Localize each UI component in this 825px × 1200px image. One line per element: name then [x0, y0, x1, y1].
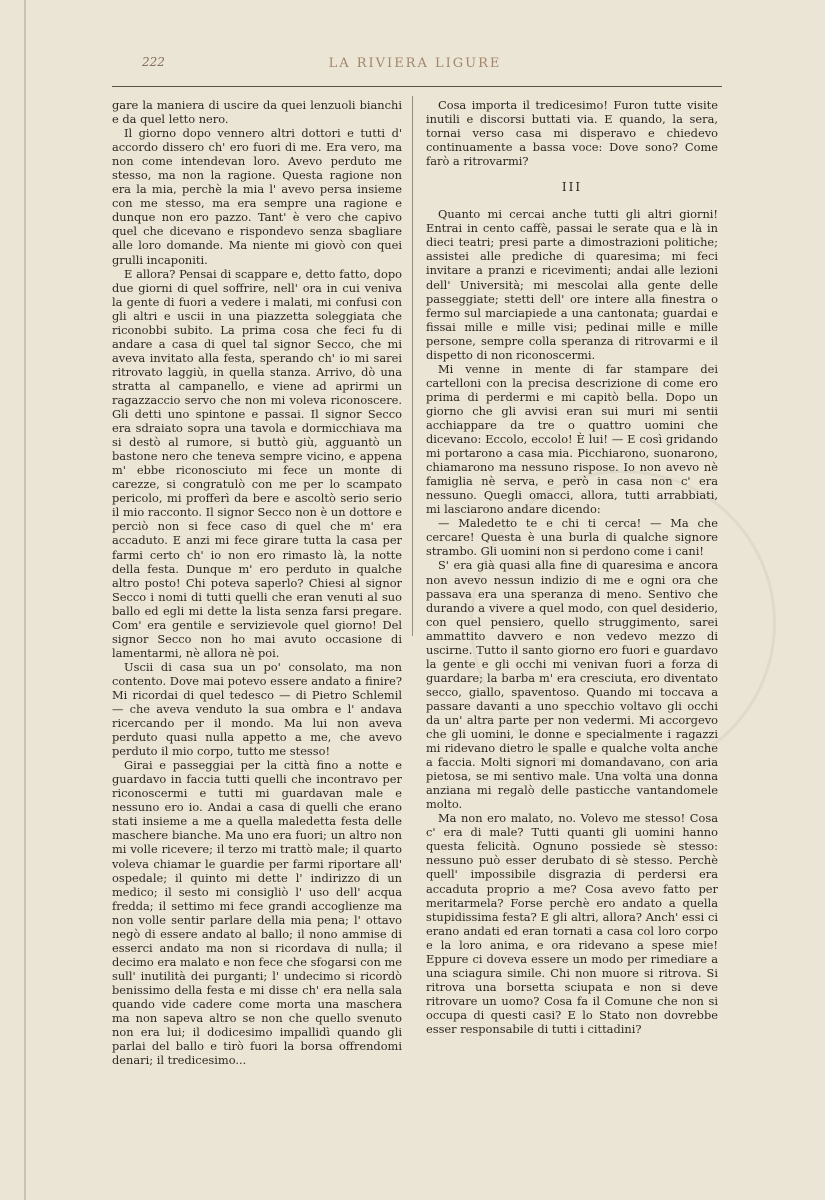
right-column: [426, 98, 718, 1036]
page-number: 222: [142, 55, 165, 69]
page-crease: [24, 0, 26, 1200]
paragraph: Ma non ero malato, no. Volevo me stesso! Cosa c' era di male? Tutti quanti gli uomini hanno questa felicità. Ognuno possiede sè stesso: nessuno può esser derubato di sè stesso. Perchè quell' impossibile disgrazia di perdersi era accaduta proprio a me? Cosa avevo fatto per meritarmela? Forse perchè ero andato a quella stupidissima festa? E gli altri, allora? Anch' essi ci erano andati ed eran tornati a casa col loro corpo e la loro anima, e ora ridevano a spese mie! Eppure ci doveva essere un modo per rimediare a una sciagura simile. Chi non muore si ritrova. Si ritrova una borsetta sciupata e non si deve ritrovare un uomo? Cosa fa il Comune che non si occupa di questi casi? E lo Stato non dovrebbe esser responsabile di tutti i cittadini?: [426, 811, 718, 1036]
paragraph: gare la maniera di uscire da quei lenzuoli bianchi e da quel letto nero.: [112, 98, 402, 127]
paragraph: E allora? Pensai di scappare e, detto fatto, dopo due giorni di quel soffrire, nell' ora in cui veniva la gente di fuori a vedere i malati, mi confusi con gli altri e uscii in una piazzetta soleggiata che riconobbi subito. La prima cosa che feci fu di andare a casa di quel tal signor Secco, che mi aveva invitato alla festa, sperando ch' io mi sarei ritrovato laggiù, in quella stanza. Arrivo, dò una stratta al campanello, e viene ad aprirmi un ragazzaccio servo che non mi voleva riconoscere. Gli detti uno spintone e passai. Il signor Secco era sdraiato sopra una tavola e dormicchiava ma si destò al rumore, si buttò giù, agguantò un bastone nero che teneva sempre vicino, e appena m' ebbe riconosciuto mi fece un monte di carezze, si congratulò con me per lo scampato pericolo, mi profferì da bere e ascoltò serio serio il mio racconto. Il signor Secco non è un dottore e perciò non si fece caso di quel che m' era accaduto. E anzi mi fece girare tutta la casa per farmi certo ch' io non ero rimasto là, la notte della festa. Dunque m' ero perduto in qualche altro posto! Chi poteva saperlo? Chiesi al signor Secco i nomi di tutti quelli che eran venuti al suo ballo ed egli mi dette la lista senza farsi pregare. Com' era gentile e servizievole quel giorno! Del signor Secco non ho mai avuto occasione di lamentarmi, nè allora nè poi.: [112, 266, 402, 660]
header-rule: [112, 86, 722, 87]
left-column: [112, 98, 402, 1067]
running-title: LA RIVIERA LIGURE: [328, 56, 502, 71]
paragraph: Il giorno dopo vennero altri dottori e tutti d' accordo dissero ch' ero fuori di me. Era vero, ma non come intendevan loro. Avevo perduto me stesso, ma non la ragione. Questa ragione non era la mia, perchè la mia l' avevo persa insieme con me stesso, ma era sempre una ragione e dunque non ero pazzo. Tant' è vero che capivo quel che dicevano e rispondevo senza sbagliare alle loro domande. Ma niente mi giovò con quei grulli incaponiti.: [112, 126, 402, 267]
dialogue-paragraph: — Maledetto te e chi ti cerca! — Ma che cercare! Questa è una burla di qualche signore strambo. Gli uomini non si perdono come i cani!: [426, 516, 718, 559]
section-number: III: [561, 180, 583, 195]
paragraph: Cosa importa il tredicesimo! Furon tutte visite inutili e discorsi buttati via. E quando, la sera, tornai verso casa mi disperavo e chiedevo continuamente a bassa voce: Dove sono? Come farò a ritrovarmi?: [426, 98, 718, 169]
paragraph: S' era già quasi alla fine di quaresima e ancora non avevo nessun indizio di me e ogni ora che passava era una speranza di meno. Sentivo che durando a vivere a quel modo, con quel desiderio, con quel pensiero, quello struggimento, sarei ammattito davvero e non vedevo mezzo di uscirne. Tutto il santo giorno ero fuori e guardavo la gente e gli occhi mi venivan fuori a forza di guardare; la barba m' era cresciuta, ero diventato secco, giallo, spaventoso. Quando mi toccava a passare davanti a uno specchio voltavo gli occhi da un' altra parte per non vedermi. Mi accorgevo che gli uomini, le donne e specialmente i ragazzi mi ridevano dietro le spalle e qualche volta anche a faccia. Molti signori mi domandavano, con aria pietosa, se mi sentivo male. Una volta una donna anziana mi regalò delle pasticche vantandomele molto.: [426, 558, 718, 812]
paragraph: Quanto mi cercai anche tutti gli altri giorni! Entrai in cento caffè, passai le serate qua e là in dieci teatri; presi parte a dimostrazioni politiche; assistei alle prediche di quaresima; mi feci invitare a pranzi e ricevimenti; andai alle lezioni dell' Università; mi mescolai alla gente delle passeggiate; stetti dell' ore intere alla finestra o fermo sul marciapiede a una cantonata; guardai e fissai mille e mille visi; pedinai mille e mille persone, sempre colla speranza di ritrovarmi e il dispetto di non riconoscermi.: [426, 207, 718, 362]
column-divider: [412, 96, 413, 636]
paragraph: Girai e passeggiai per la città fino a notte e guardavo in faccia tutti quelli che incontravo per riconoscermi e tutti mi guardavan male e nessuno ero io. Andai a casa di quelli che erano stati insieme a me a quella maledetta festa delle maschere bianche. Ma uno era fuori; un altro non mi volle ricevere; il terzo mi trattò male; il quarto voleva chiamar le guardie per farmi riportare all' ospedale; il quinto mi dette l' indirizzo di un medico; il sesto mi consigliò l' uso dell' acqua fredda; il settimo mi fece grandi accoglienze ma non volle sentir parlare della mia pena; l' ottavo negò di essere andato al ballo; il nono ammise di esserci andato ma non si ricordava di nulla; il decimo era malato e non fece che sfogarsi con me sull' inutilità dei purganti; l' undecimo si ricordò benissimo della festa e mi disse ch' era nella sala quando vide cadere come morta una maschera ma non sapeva altro se non che quello svenuto non era lui; il dodicesimo impallidì quando gli parlai del ballo e tirò fuori la borsa offrendomi denari; il tredicesimo...: [112, 758, 402, 1068]
page-header: [110, 52, 720, 82]
paragraph: Mi venne in mente di far stampare dei cartelloni con la precisa descrizione di come ero prima di perdermi e mi capitò bella. Dopo un giorno che gli avvisi eran sui muri mi sentii acchiappare da tre o quattro uomini che dicevano: Eccolo, eccolo! È lui! — E così gridando mi portarono a casa mia. Picchiarono, suonarono, chiamarono ma nessuno rispose. Io non avevo nè famiglia nè serva, e però in casa non c' era nessuno. Quegli omacci, allora, tutti arrabbiati, mi lasciarono andare dicendo:: [426, 361, 718, 517]
paragraph: Uscii di casa sua un po' consolato, ma non contento. Dove mai potevo essere andato a finire? Mi ricordai di quel tedesco — di Pietro Schlemil — che aveva venduto la sua ombra e l' andava ricercando per il mondo. Ma lui non aveva perduto quasi nulla appetto a me, che avevo perduto il mio corpo, tutto me stesso!: [112, 659, 402, 759]
